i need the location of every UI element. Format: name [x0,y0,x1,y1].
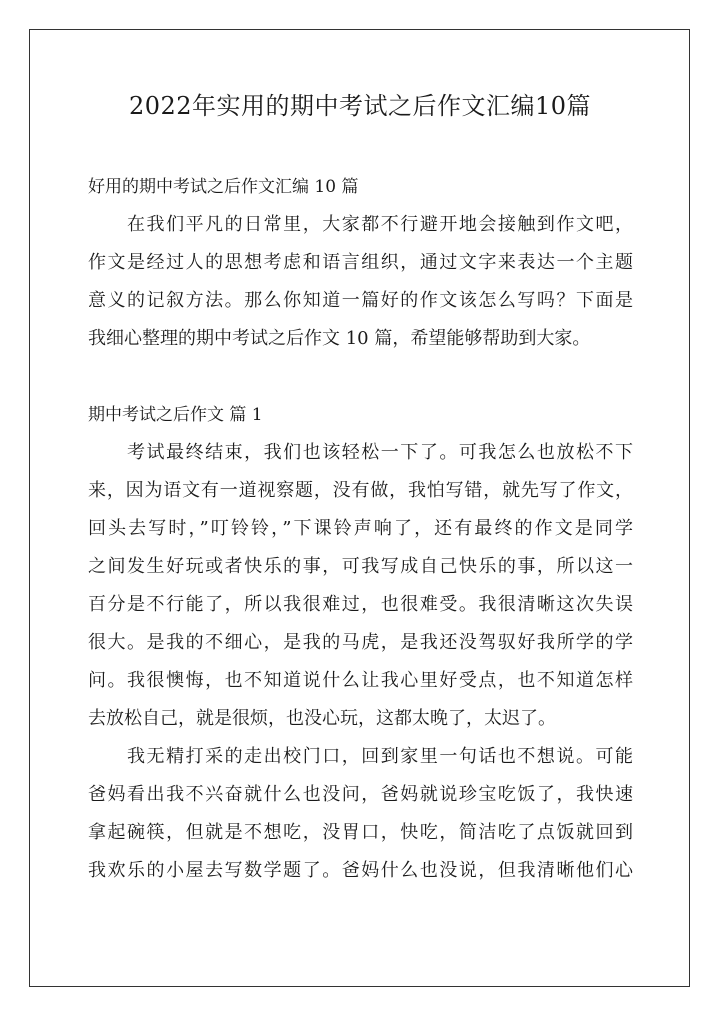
document-body [88,168,633,890]
intro-line: 意义的记叙方法。那么你知道一篇好的作文该怎么写吗？下面是 [88,290,633,311]
intro-line: 作文是经过人的思想考虑和语言组织，通过文字来表达一个主题 [88,252,633,273]
paragraph-line: 考试最终结束，我们也该轻松一下了。可我怎么也放松不下 [88,442,633,463]
paragraph-line: 问。我很懊悔，也不知道说什么让我心里好受点，也不知道怎样 [88,670,633,691]
section-heading: 期中考试之后作文 篇 1 [88,405,263,425]
paragraph-gap [88,358,633,396]
paragraph-line: 之间发生好玩或者快乐的事，可我写成自己快乐的事，所以这一 [88,556,633,577]
intro-line: 在我们平凡的日常里，大家都不行避开地会接触到作文吧， [88,214,633,235]
paragraph-line: 很大。是我的不细心，是我的马虎，是我还没驾驭好我所学的学 [88,632,633,653]
paragraph-line: 我无精打采的走出校门口，回到家里一句话也不想说。可能 [88,746,633,767]
paragraph-line: 来，因为语文有一道视察题，没有做，我怕写错，就先写了作文， [88,480,633,501]
paragraph-line: 去放松自己，就是很烦，也没心玩，这都太晚了，太迟了。 [88,708,556,729]
paragraph-line: 我欢乐的小屋去写数学题了。爸妈什么也没说，但我清晰他们心 [88,860,633,881]
paragraph-line: 回头去写时，”叮铃铃，”下课铃声响了，还有最终的作文是同学 [88,518,633,539]
paragraph-line: 拿起碗筷，但就是不想吃，没胃口，快吃，简洁吃了点饭就回到 [88,822,633,843]
paragraph-line: 爸妈看出我不兴奋就什么也没问，爸妈就说珍宝吃饭了，我快速 [88,784,633,805]
intro-heading: 好用的期中考试之后作文汇编 10 篇 [88,177,359,197]
intro-line: 我细心整理的期中考试之后作文 10 篇，希望能够帮助到大家。 [88,328,591,349]
document-title: 2022年实用的期中考试之后作文汇编10篇 [128,92,592,120]
paragraph-line: 百分是不行能了，所以我很难过，也很难受。我很清晰这次失误 [88,594,633,615]
